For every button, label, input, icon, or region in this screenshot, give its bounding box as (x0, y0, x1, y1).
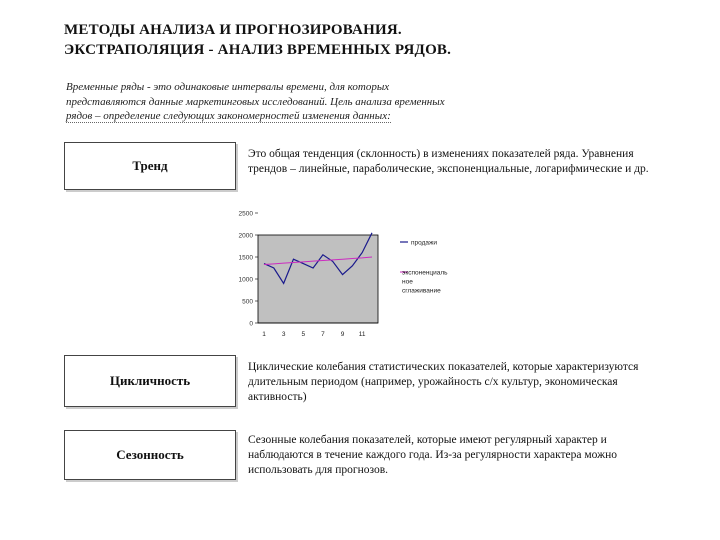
y-tick-label: 1500 (238, 254, 253, 262)
intro-line-3-text: рядов – определение следующих закономерностей изменения данных: (66, 110, 391, 122)
plot-background (258, 235, 378, 323)
intro-line-3 (66, 109, 496, 124)
y-tick-label: 2500 (238, 210, 253, 218)
seasonality-description: Сезонные колебания показателей, которые имеют регулярный характер и наблюдаются в течение каждого года. Из-за регулярности характера можно использовать для прогнозов. (248, 434, 617, 476)
y-tick-label: 0 (249, 320, 253, 328)
y-tick-label: 1000 (238, 276, 253, 284)
trend-chart (228, 205, 468, 345)
cyclicity-box (64, 355, 236, 407)
x-tick-label: 5 (301, 331, 306, 338)
intro-text (66, 80, 496, 124)
trend-box (64, 142, 236, 190)
intro-line-1: Временные ряды - это одинаковые интервалы времени, для которых (66, 81, 390, 93)
chart-svg (228, 205, 468, 345)
x-tick-label: 1 (262, 331, 266, 338)
legend-label-smoothing: ное (402, 278, 413, 286)
title-line-1: МЕТОДЫ АНАЛИЗА И ПРОГНОЗИРОВАНИЯ. (64, 22, 402, 38)
x-tick-label: 3 (281, 331, 286, 338)
seasonality-box (64, 430, 236, 480)
y-tick-label: 500 (242, 298, 253, 306)
trend-description: Это общая тенденция (склонность) в изменениях показателей ряда. Уравнения трендов – линейные, параболические, экспоненциальные, логарифмические и др. (248, 148, 649, 175)
legend-label-smoothing: сглаживание (402, 287, 441, 295)
cyclicity-description: Циклические колебания статистических показателей, которые характеризуются длительным периодом (например, урожайность с/х культур, экономическая активность) (248, 361, 639, 403)
trend-label: Тренд (132, 158, 168, 173)
y-tick-label: 2000 (238, 232, 253, 240)
legend-label-smoothing: экспоненциаль (402, 269, 448, 277)
intro-line-2: представляются данные маркетинговых исследований. Цель анализа временных (66, 95, 445, 108)
seasonality-label: Сезонность (116, 447, 184, 462)
legend-label-sales: продажи (411, 239, 437, 247)
x-tick-label: 11 (358, 331, 366, 338)
x-tick-label: 9 (340, 331, 345, 338)
page-title (64, 20, 664, 60)
cyclicity-label: Цикличность (109, 373, 191, 388)
title-line-2: ЭКСТРАПОЛЯЦИЯ - АНАЛИЗ ВРЕМЕННЫХ РЯДОВ. (64, 42, 452, 58)
x-tick-label: 7 (321, 331, 325, 338)
